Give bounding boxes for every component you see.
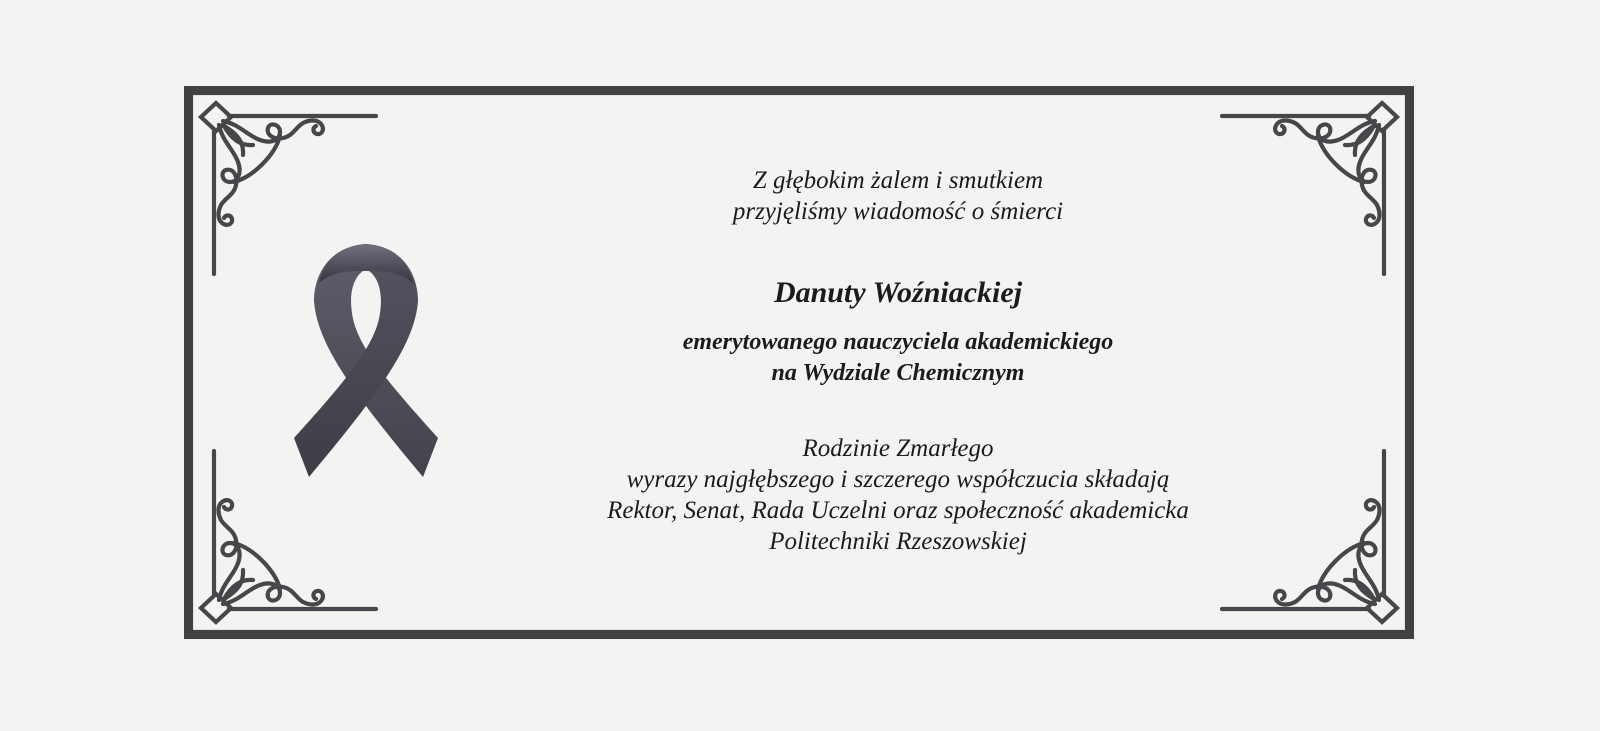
intro-block	[398, 165, 1398, 227]
condolence-block	[398, 433, 1398, 557]
condolence-line-4: Politechniki Rzeszowskiej	[769, 528, 1027, 555]
role-line-1: emerytowanego nauczyciela akademickiego	[682, 329, 1114, 355]
deceased-name: Danuty Woźniackiej	[773, 276, 1023, 309]
condolence-line-3: Rektor, Senat, Rada Uczelni oraz społeczność akademicka	[607, 497, 1189, 524]
obituary-text	[398, 95, 1398, 557]
obituary-card	[184, 86, 1414, 639]
role-block	[398, 327, 1398, 389]
intro-line-1: Z głębokim żalem i smutkiem	[752, 167, 1044, 194]
condolence-line-1: Rodzinie Zmarłego	[802, 435, 994, 462]
role-line-2: na Wydziale Chemicznym	[771, 360, 1025, 386]
intro-line-2: przyjęliśmy wiadomość o śmierci	[732, 198, 1064, 225]
condolence-line-2: wyrazy najgłębszego i szczerego współczucia składają	[626, 466, 1170, 493]
